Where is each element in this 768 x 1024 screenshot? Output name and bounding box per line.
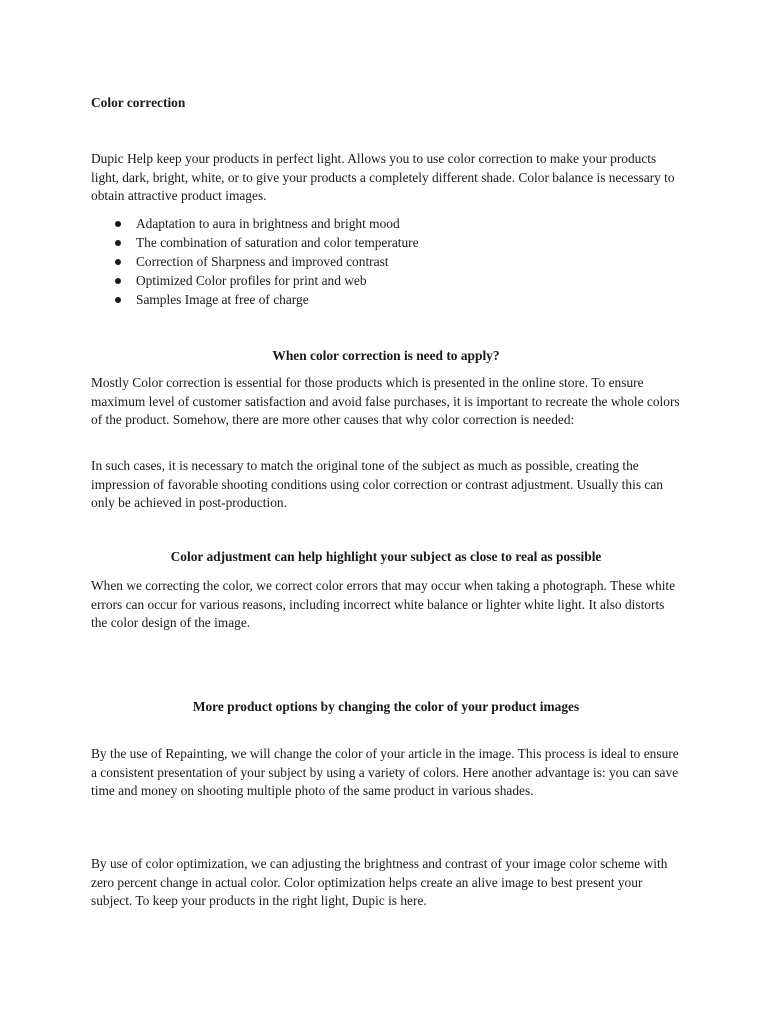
paragraph-when-1: Mostly Color correction is essential for those products which is presented in the online store. To ensure maximum level of customer satisfaction and avoid false purchases, it is important to recreate the whole colors of the product. Somehow, there are more other causes that why color correction is needed: (91, 375, 680, 428)
list-item (91, 252, 681, 271)
list-item (91, 290, 681, 309)
section-heading-adjust: Color adjustment can help highlight your subject as close to real as possible (170, 549, 602, 564)
intro-paragraph: Dupic Help keep your products in perfect light. Allows you to use color correction to make your products light, dark, bright, white, or to give your products a completely different shade. Color balance is necessary to obtain attractive product images. (91, 151, 675, 204)
bullet-icon (115, 221, 121, 227)
paragraph-options-2: By use of color optimization, we can adjusting the brightness and contrast of your image color scheme with zero percent change in actual color. Color optimization helps create an alive image to best present your subject. To keep your products in the right light, Dupic is here. (91, 856, 668, 909)
bullet-icon (115, 278, 121, 284)
list-item-text: Samples Image at free of charge (136, 292, 309, 307)
paragraph-adjust-1: When we correcting the color, we correct color errors that may occur when taking a photograph. These white errors can occur for various reasons, including incorrect white balance or lighter white light. It also distorts the color design of the image. (91, 578, 676, 631)
list-item-text: Correction of Sharpness and improved contrast (136, 254, 389, 269)
bullet-icon (115, 297, 121, 303)
list-item-text: The combination of saturation and color temperature (136, 235, 419, 250)
list-item-text: Adaptation to aura in brightness and bright mood (136, 216, 400, 231)
paragraph-when-2: In such cases, it is necessary to match the original tone of the subject as much as possible, creating the impression of favorable shooting conditions using color correction or contrast adjustment. Usually this can only be achieved in post-production. (91, 458, 663, 511)
list-item (91, 233, 681, 252)
document-title: Color correction (91, 95, 186, 110)
list-item (91, 271, 681, 290)
list-item-text: Optimized Color profiles for print and web (136, 273, 367, 288)
section-heading-options: More product options by changing the color of your product images (192, 699, 580, 714)
list-item (91, 214, 681, 233)
feature-list (91, 214, 681, 309)
section-heading-when: When color correction is need to apply? (272, 348, 500, 363)
bullet-icon (115, 240, 121, 246)
bullet-icon (115, 259, 121, 265)
paragraph-options-1: By the use of Repainting, we will change the color of your article in the image. This process is ideal to ensure a consistent presentation of your subject by using a variety of colors. Here another advantage is: you can save time and money on shooting multiple photo of the same product in various shades. (91, 746, 679, 799)
